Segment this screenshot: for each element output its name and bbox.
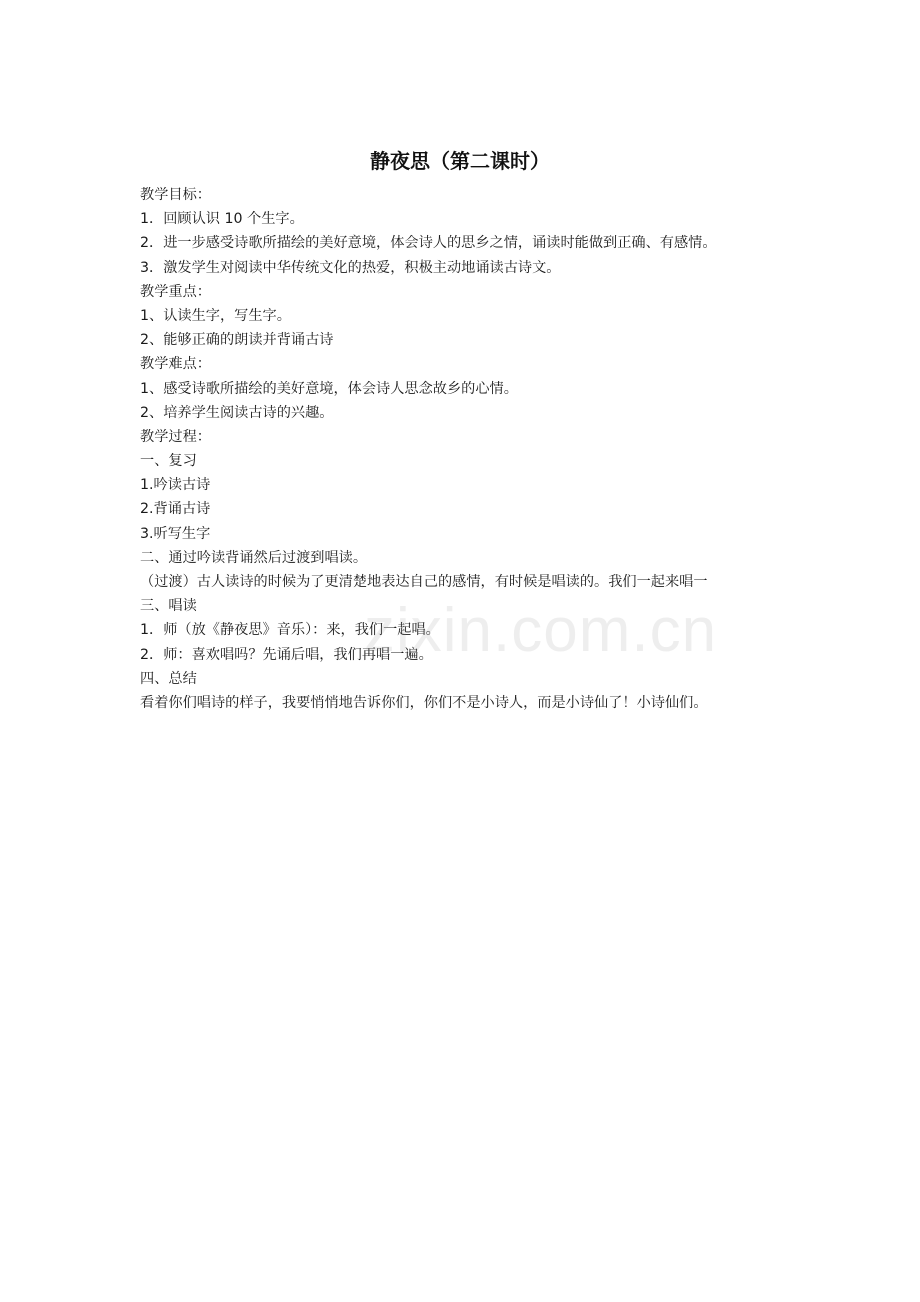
watermark: zixin.com.cn (364, 596, 718, 665)
singing-item-2: 2．师：喜欢唱吗？先诵后唱，我们再唱一遍。 (140, 646, 433, 663)
objective-item-1: 1．回顾认识 10 个生字。 (140, 211, 304, 228)
process-step-transition: 二、通过吟读背诵然后过渡到唱读。 (140, 549, 368, 566)
section-heading-objectives: 教学目标： (140, 187, 211, 203)
difficulty-item-2: 2、培养学生阅读古诗的兴趣。 (140, 404, 334, 421)
document-title: 静夜思（第二课时） (370, 149, 550, 173)
review-item-1: 1.吟读古诗 (140, 477, 211, 494)
section-heading-difficulties: 教学难点： (140, 356, 211, 373)
process-step-review: 一、复习 (140, 453, 197, 470)
singing-item-1: 1．师（放《静夜思》音乐）：来，我们一起唱。 (140, 622, 440, 639)
document-body (140, 183, 800, 715)
review-item-2: 2.背诵古诗 (140, 501, 211, 518)
key-point-item-1: 1、认读生字，写生字。 (140, 307, 291, 324)
summary-text: 看着你们唱诗的样子，我要悄悄地告诉你们，你们不是小诗人，而是小诗仙了！小诗仙们。 (140, 694, 708, 711)
objective-item-3: 3．激发学生对阅读中华传统文化的热爱，积极主动地诵读古诗文。 (140, 259, 561, 276)
transition-text: （过渡）古人读诗的时候为了更清楚地表达自己的感情，有时候是唱读的。我们一起来唱一 (140, 574, 708, 590)
key-point-item-2: 2、能够正确的朗读并背诵古诗 (140, 332, 334, 349)
section-heading-process: 教学过程： (140, 428, 211, 445)
difficulty-item-1: 1、感受诗歌所描绘的美好意境，体会诗人思念故乡的心情。 (140, 380, 518, 397)
review-item-3: 3.听写生字 (140, 525, 211, 542)
process-step-singing: 三、唱读 (140, 598, 197, 615)
section-heading-key-points: 教学重点： (140, 283, 211, 300)
process-step-summary: 四、总结 (140, 670, 197, 687)
objective-item-2: 2．进一步感受诗歌所描绘的美好意境，体会诗人的思乡之情，诵读时能做到正确、有感情。 (140, 235, 717, 252)
